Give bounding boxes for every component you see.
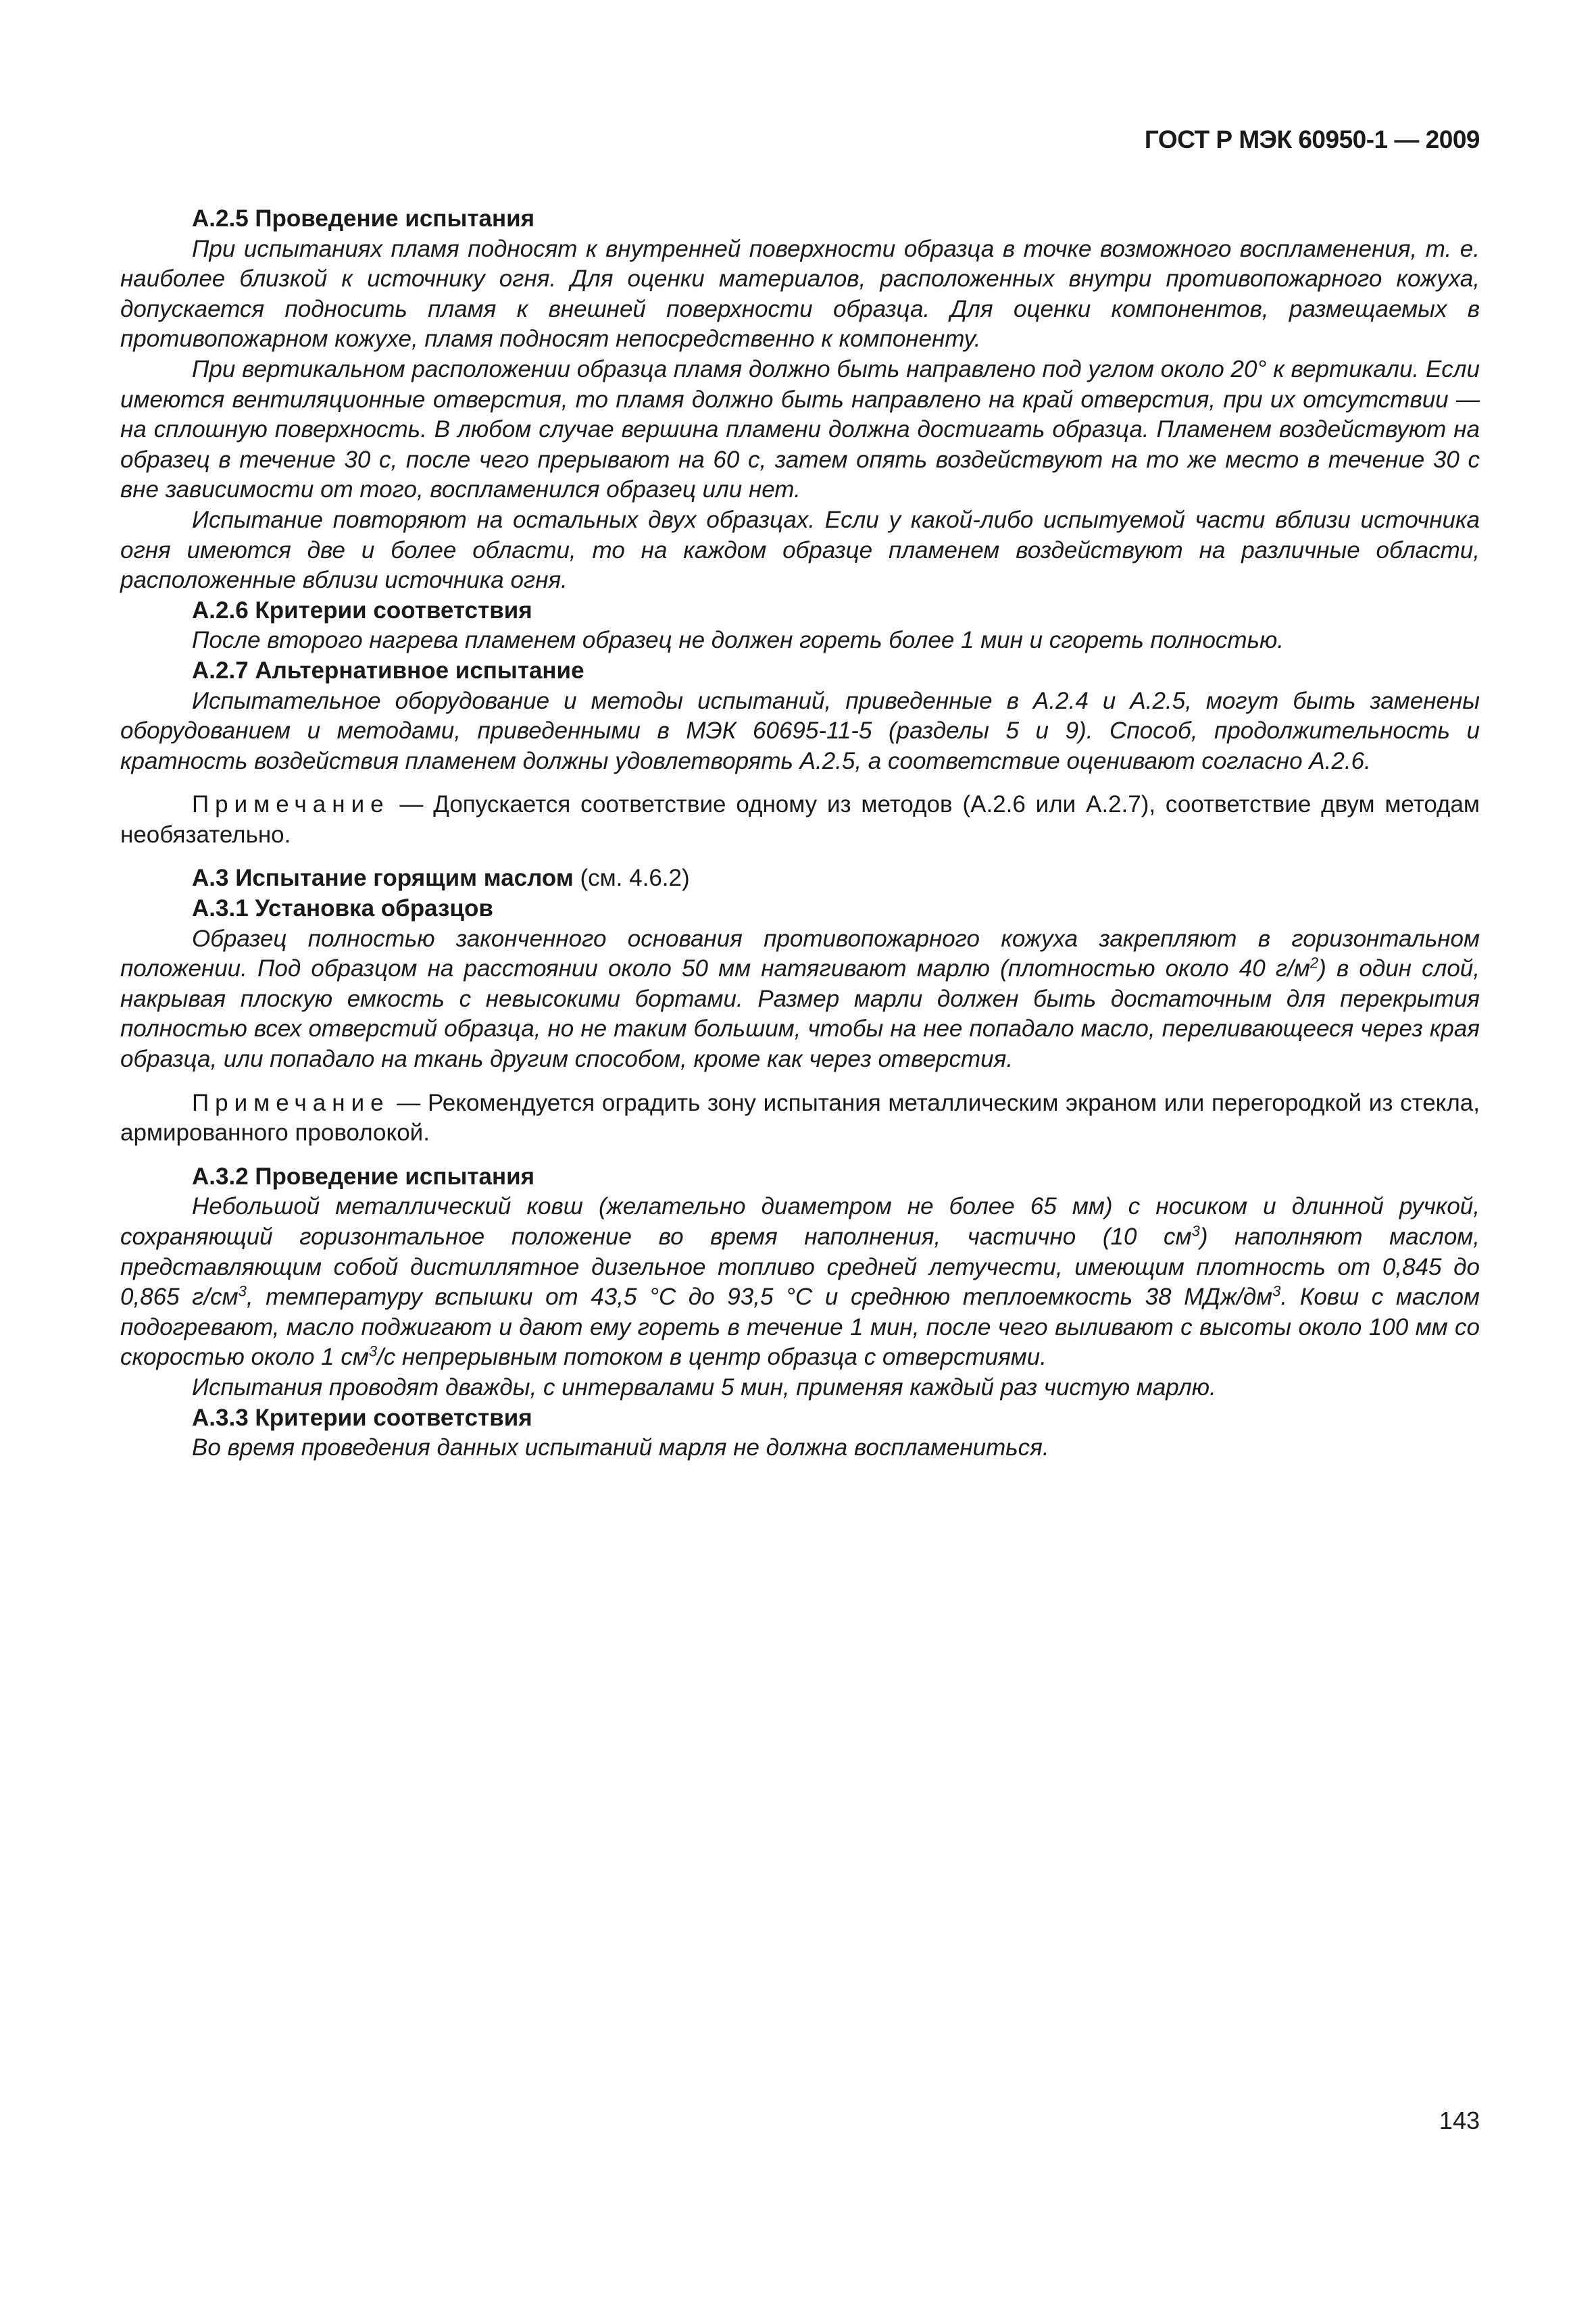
section-heading-a2-6: А.2.6 Критерии соответствия — [192, 597, 532, 624]
superscript: 3 — [1191, 1222, 1200, 1240]
document-body — [120, 204, 1480, 1463]
section-heading-a3-1: А.3.1 Установка образцов — [192, 895, 493, 922]
paragraph — [120, 924, 1480, 1075]
text-run: Образец полностью законченного основания противопожарного кожуха закрепляют в горизонтальном положении. Под образцом на расстоянии около 50 мм натягивают марлю (плотностью около 40 г/м — [120, 925, 1480, 982]
section-heading-a3-3: А.3.3 Критерии соответствия — [192, 1404, 532, 1431]
paragraph: Испытание повторяют на остальных двух образцах. Если у какой-либо испытуемой части вблизи источника огня имеются две и более области, то на каждом образце пламенем воздействуют на различные области, расположенные вблизи источника огня. — [120, 506, 1480, 594]
superscript: 3 — [1272, 1282, 1281, 1300]
text-run: ) наполняют маслом, представляющим собой дистиллятное дизельное топливо средней летучести, имеющим плотность от 0,845 до 0,865 г/см — [120, 1224, 1480, 1311]
paragraph: Испытания проводят дважды, с интервалами 5 мин, применяя каждый раз чистую марлю. — [192, 1374, 1216, 1401]
section-heading-a3 — [120, 863, 1480, 894]
note — [120, 790, 1480, 850]
note-label: Примечание — [192, 791, 390, 818]
section-heading-a2-5: А.2.5 Проведение испытания — [192, 205, 535, 232]
section-heading-a2-7: А.2.7 Альтернативное испытание — [192, 657, 584, 684]
text-run: . Ковш с маслом подогревают, масло поджигают и дают ему гореть в течение 1 мин, после чего выливают с высоты около 100 мм со скоростью около 1 см — [120, 1284, 1480, 1371]
text-run: ) в один слой, накрывая плоскую емкость с невысокими бортами. Размер марли должен быть достаточным для перекрытия полностью всех отверстий образца, но не таким большим, чтобы на нее попадало масло, переливающееся через края образца, или попадало на ткань другим способом, кроме как через отверстия. — [120, 955, 1480, 1073]
paragraph: При вертикальном расположении образца пламя должно быть направлено под углом около 20° к вертикали. Если имеются вентиляционные отверстия, то пламя должно быть направлено на край отверстия, при их отсутствии — на сплошную поверхность. В любом случае вершина пламени должна достигать образца. Пламенем воздействуют на образец в течение 30 с, после чего прерывают на 60 с, затем опять воздействуют на то же место в течение 30 с вне зависимости от того, воспламенился образец или нет. — [120, 355, 1480, 503]
note-text: — Рекомендуется оградить зону испытания металлическим экраном или перегородкой из стекла, армированного проволокой. — [120, 1089, 1480, 1147]
section-heading-a3-2: А.3.2 Проведение испытания — [192, 1163, 535, 1190]
document-header: ГОСТ Р МЭК 60950-1 — 2009 — [1144, 126, 1480, 153]
section-reference: (см. 4.6.2) — [573, 865, 690, 892]
superscript: 3 — [238, 1282, 247, 1300]
text-run: , температуру вспышки от 43,5 °С до 93,5 °С и среднюю теплоемкость 38 МДж/дм — [246, 1284, 1273, 1311]
note-text: — Допускается соответствие одному из методов (А.2.6 или А.2.7), соответствие двум методам необязательно. — [120, 791, 1480, 848]
page-number: 143 — [1439, 2107, 1480, 2134]
paragraph: Испытательное оборудование и методы испытаний, приведенные в А.2.4 и А.2.5, могут быть заменены оборудованием и методами, приведенными в МЭК 60695-11-5 (разделы 5 и 9). Способ, продолжительность и кратность воздействия пламенем должны удовлетворять А.2.5, а соответствие оценивают согласно А.2.6. — [120, 687, 1480, 774]
superscript: 3 — [368, 1342, 378, 1360]
note-label: Примечание — [192, 1089, 390, 1116]
superscript: 2 — [1310, 954, 1319, 972]
text-run: /с непрерывным потоком в центр образца с отверстиями. — [377, 1344, 1047, 1371]
section-title: А.3 Испытание горящим маслом — [192, 865, 574, 892]
paragraph — [120, 1192, 1480, 1373]
paragraph: Во время проведения данных испытаний марля не должна воспламениться. — [192, 1434, 1049, 1461]
paragraph: После второго нагрева пламенем образец не должен гореть более 1 мин и сгореть полностью. — [192, 627, 1285, 654]
text-run: Небольшой металлический ковш (желательно диаметром не более 65 мм) с носиком и длинной ручкой, сохраняющий горизонтальное положение во время наполнения, частично (10 см — [120, 1193, 1480, 1250]
paragraph: При испытаниях пламя подносят к внутренней поверхности образца в точке возможного воспламенения, т. е. наиболее близкой к источнику огня. Для оценки материалов, расположенных внутри противопожарного кожуха, допускается подносить пламя к внешней поверхности образца. Для оценки компонентов, размещаемых в противопожарном кожухе, пламя подносят непосредственно к компоненту. — [120, 235, 1480, 353]
note — [120, 1088, 1480, 1149]
